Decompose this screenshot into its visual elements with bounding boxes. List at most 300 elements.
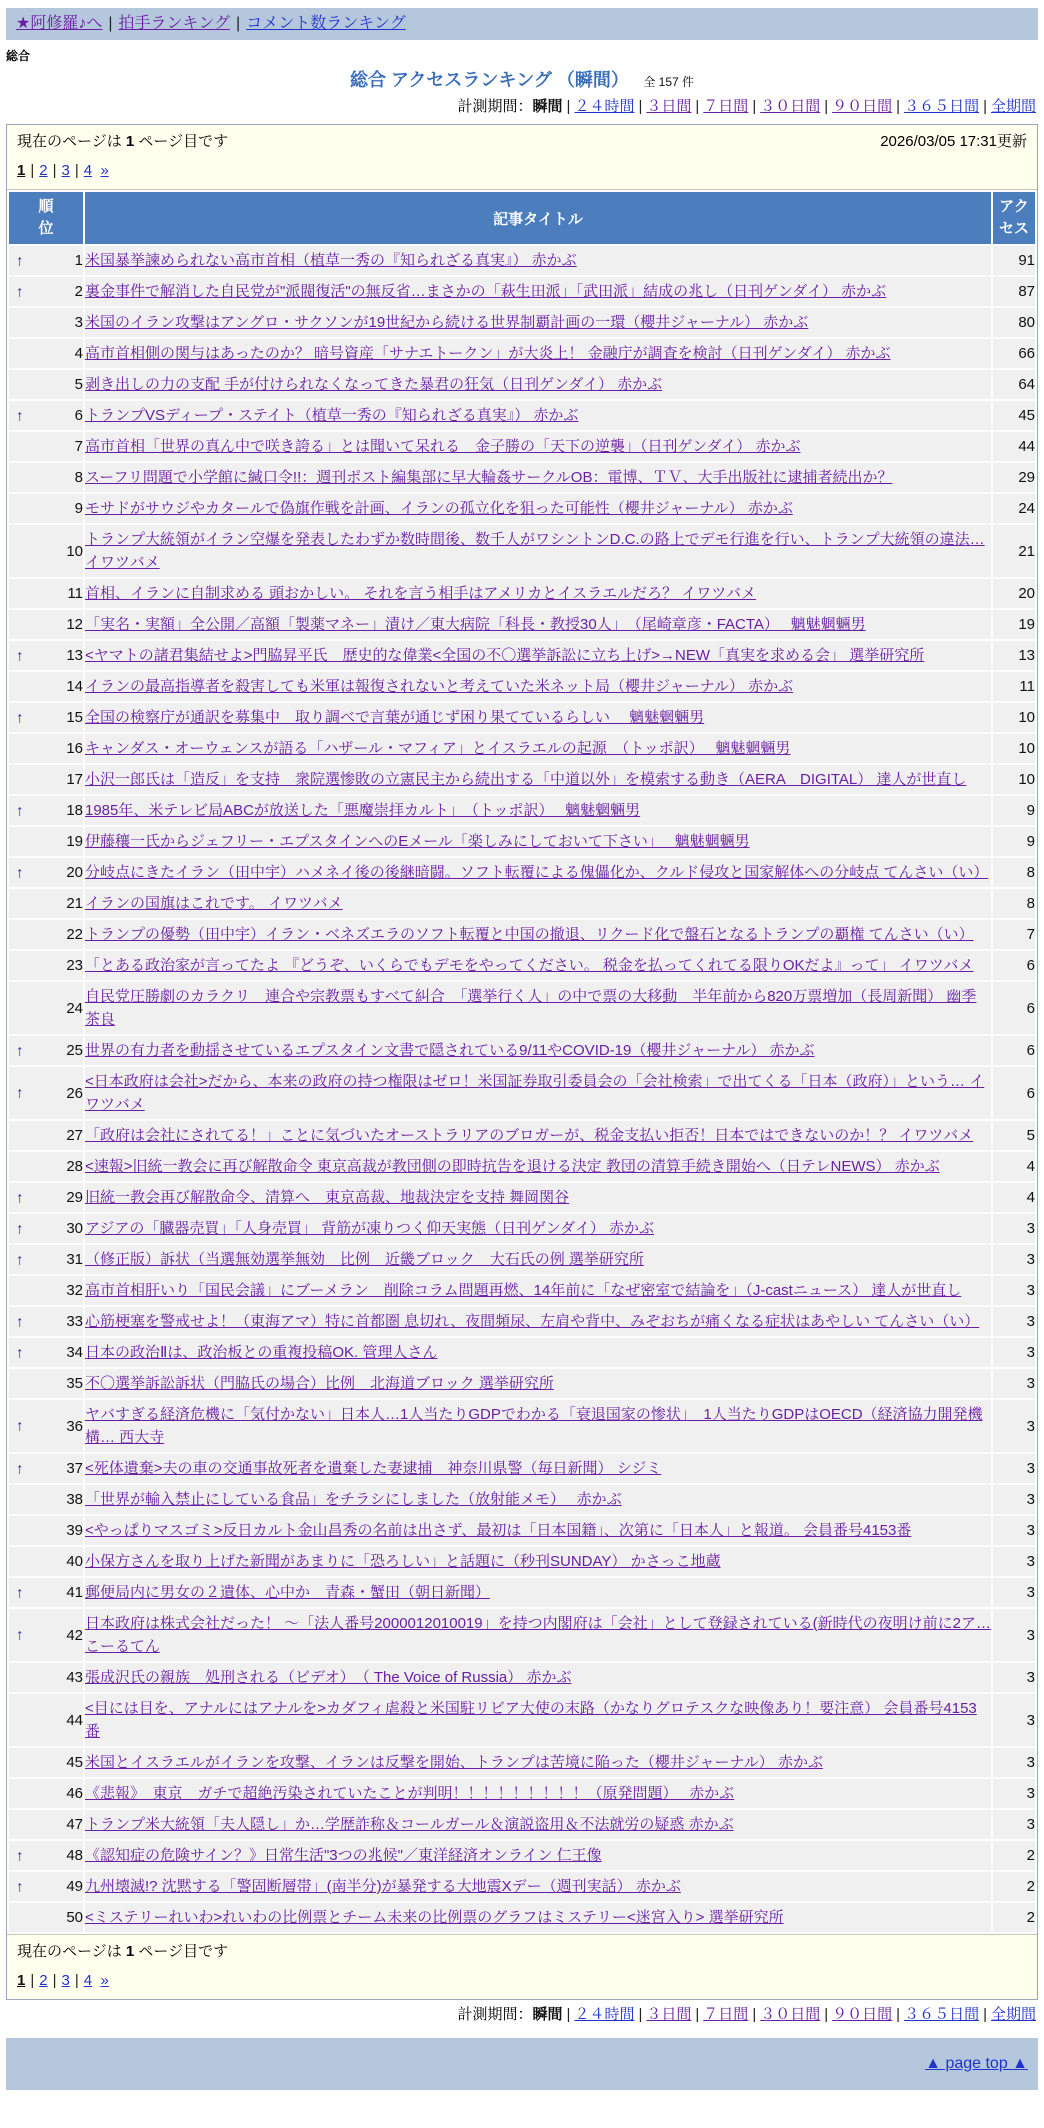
access-count: 3 <box>992 1577 1036 1608</box>
table-row <box>8 1275 1036 1306</box>
table-row <box>8 1066 1036 1120</box>
article-link[interactable]: 「実名・実額」全公開／高額「製薬マネー」漬け／東大病院「科長・教授30人」 （尾崎章彦・FACTA） 魑魅魍魎男 <box>85 616 866 633</box>
table-row <box>8 1368 1036 1399</box>
up-arrow-icon: ↑ <box>16 252 24 269</box>
access-count: 20 <box>992 578 1036 609</box>
article-link[interactable]: 高市首相「世界の真ん中で咲き誇る」とは聞いて呆れる 金子勝の「天下の逆襲」（日刊ゲンダイ） 赤かぶ <box>85 438 801 455</box>
title-cell <box>84 888 992 919</box>
period-link-７日間[interactable]: ７日間 <box>703 98 749 115</box>
table-row <box>8 1306 1036 1337</box>
rank-cell <box>8 245 84 276</box>
up-arrow-icon: ↑ <box>16 1220 24 1237</box>
table-row <box>8 338 1036 369</box>
access-count: 3 <box>992 1399 1036 1453</box>
rank-number: 21 <box>66 895 83 912</box>
title-cell <box>84 276 992 307</box>
period-link-全期間[interactable]: 全期間 <box>990 98 1036 115</box>
article-link[interactable]: トランプの優勢（田中宇）イラン・ベネズエラのソフト転覆と中国の撤退、リクード化で盤石となるトランプの覇権 てんさい（い） <box>85 926 974 943</box>
article-link[interactable]: 張成沢氏の親族 処刑される（ビデオ） （ The Voice of Russia） 赤かぶ <box>85 1669 572 1686</box>
rank-number: 16 <box>66 740 83 757</box>
access-count: 3 <box>992 1747 1036 1778</box>
page-info-header <box>7 125 1037 190</box>
access-count: 44 <box>992 431 1036 462</box>
article-link[interactable]: <ミステリーれいわ>れいわの比例票とチーム未来の比例票のグラフはミステリー<迷宮入り> 選挙研究所 <box>85 1909 784 1926</box>
access-count: 7 <box>992 919 1036 950</box>
article-link[interactable]: 不〇選挙訴訟訴状（門脇氏の場合）比例 北海道ブロック 選挙研究所 <box>85 1375 554 1392</box>
article-link[interactable]: 小沢一郎氏は「造反」を支持 衆院選惨敗の立憲民主から続出する「中道以外」を模索する動き（AERA DIGITAL） 達人が世直し <box>85 771 967 788</box>
period-link-２４時間[interactable]: ２４時間 <box>574 98 635 115</box>
link-asura-home[interactable]: ★阿修羅♪へ <box>16 15 103 32</box>
rank-cell <box>8 1693 84 1747</box>
title-cell <box>84 795 992 826</box>
rank-number: 47 <box>66 1816 83 1833</box>
article-link[interactable]: <日本政府は会社>だから、本来の政府の持つ権限はゼロ！米国証券取引委員会の「会社検索」で出てくる「日本（政府）」という… イワツバメ <box>85 1073 985 1113</box>
article-link[interactable]: 郵便局内に男女の２遺体、心中か 青森・蟹田（朝日新聞） <box>85 1584 491 1601</box>
title-cell <box>84 307 992 338</box>
table-row <box>8 1120 1036 1151</box>
article-link[interactable]: 高市首相肝いり「国民会議」にブーメラン 削除コラム問題再燃、14年前に「なぜ密室で結論を」（J-castニュース） 達人が世直し <box>85 1282 962 1299</box>
rank-cell <box>8 1453 84 1484</box>
access-count: 91 <box>992 245 1036 276</box>
up-arrow-icon: ↑ <box>16 1251 24 1268</box>
rank-number: 44 <box>66 1711 83 1729</box>
title-cell <box>84 1337 992 1368</box>
page-top-link[interactable]: ▲ page top ▲ <box>925 2055 1028 2072</box>
title-cell <box>84 1244 992 1275</box>
table-row <box>8 245 1036 276</box>
rank-number: 42 <box>66 1626 83 1644</box>
access-count: 3 <box>992 1484 1036 1515</box>
title-cell <box>84 981 992 1035</box>
rank-cell <box>8 1182 84 1213</box>
rank-number: 31 <box>66 1251 83 1268</box>
rank-number: 4 <box>74 345 83 362</box>
table-row <box>8 609 1036 640</box>
rank-cell <box>8 1608 84 1662</box>
access-count: 64 <box>992 369 1036 400</box>
period-link-３６５日間[interactable]: ３６５日間 <box>904 98 980 115</box>
rank-cell <box>8 888 84 919</box>
rank-number: 49 <box>66 1878 83 1895</box>
title-cell <box>84 1662 992 1693</box>
rank-cell <box>8 1399 84 1453</box>
page-info-footer <box>7 1934 1037 1999</box>
title-cell <box>84 1608 992 1662</box>
rank-cell <box>8 1275 84 1306</box>
separator: | <box>566 98 571 115</box>
article-link[interactable]: 首相、イランに自制求める 頭おかしい。 それを言う相手はアメリカとイスラエルだろ？ イワツバメ <box>85 585 757 602</box>
access-count: 29 <box>992 462 1036 493</box>
period-link-全期間[interactable]: 全期間 <box>990 2006 1036 2023</box>
period-link-３０日間[interactable]: ３０日間 <box>760 2006 821 2023</box>
access-count: 4 <box>992 1182 1036 1213</box>
rank-cell <box>8 1368 84 1399</box>
title-cell <box>84 733 992 764</box>
rank-number: 20 <box>66 864 83 881</box>
separator: | <box>74 162 79 179</box>
access-count: 3 <box>992 1213 1036 1244</box>
table-row <box>8 888 1036 919</box>
rank-cell <box>8 307 84 338</box>
section-label: 総合 <box>6 49 31 63</box>
article-link[interactable]: 日本の政治Ⅱは、政治板との重複投稿OK. 管理人さん <box>85 1344 438 1361</box>
title-cell <box>84 400 992 431</box>
article-link[interactable]: キャンダス・オーウェンスが語る「ハザール・マフィア」とイスラエルの起源 （トッポ訳） 魑魅魍魎男 <box>85 740 791 757</box>
rank-number: 29 <box>66 1189 83 1206</box>
rank-cell <box>8 578 84 609</box>
rank-number: 38 <box>66 1491 83 1508</box>
rank-number: 36 <box>66 1417 83 1435</box>
period-label: 計測期間： <box>457 2006 533 2023</box>
period-link-９０日間[interactable]: ９０日間 <box>832 98 893 115</box>
rank-cell <box>8 1662 84 1693</box>
title-cell <box>84 338 992 369</box>
article-link[interactable]: 米国暴挙諫められない高市首相（植草一秀の『知られざる真実』） 赤かぶ <box>85 252 577 269</box>
title-cell <box>84 1182 992 1213</box>
table-row <box>8 1244 1036 1275</box>
article-link[interactable]: スーフリ問題で小学館に緘口令!!：週刊ポスト編集部に早大輪姦サークルOB：電博、ＴＶ、大手出版社に逮捕者続出か？ <box>85 469 893 486</box>
table-row <box>8 369 1036 400</box>
up-arrow-icon: ↑ <box>16 1417 24 1435</box>
article-link[interactable]: 高市首相側の関与はあったのか？ 暗号資産「サナエトークン」が大炎上！ 金融庁が調査を検討（日刊ゲンダイ） 赤かぶ <box>85 345 891 362</box>
title-cell <box>84 1902 992 1933</box>
pagination-page-4[interactable]: 4 <box>83 162 93 179</box>
rank-number: 40 <box>66 1553 83 1570</box>
article-link[interactable]: イランの最高指導者を殺害しても米軍は報復されないと考えていた米ネット局（櫻井ジャーナル） 赤かぶ <box>85 678 794 695</box>
access-count: 24 <box>992 493 1036 524</box>
period-link-２４時間[interactable]: ２４時間 <box>574 2006 635 2023</box>
table-row <box>8 1840 1036 1871</box>
table-row <box>8 1337 1036 1368</box>
rank-number: 1 <box>74 252 83 269</box>
link-comment-ranking[interactable]: コメント数ランキング <box>246 15 406 32</box>
article-link[interactable]: <速報>旧統一教会に再び解散命令 東京高裁が教団側の即時抗告を退ける決定 教団の清算手続き開始へ（日テレNEWS） 赤かぶ <box>85 1158 940 1175</box>
current-page-text: 現在のページは 1 ページ目です <box>17 133 229 150</box>
access-count: 8 <box>992 888 1036 919</box>
article-link[interactable]: モサドがサウジやカタールで偽旗作戦を計画、イランの孤立化を狙った可能性（櫻井ジャーナル） 赤かぶ <box>85 500 793 517</box>
up-arrow-icon: ↑ <box>16 864 24 881</box>
access-count: 3 <box>992 1337 1036 1368</box>
rank-number: 30 <box>66 1220 83 1237</box>
up-arrow-icon: ↑ <box>16 283 24 300</box>
up-arrow-icon: ↑ <box>16 1847 24 1864</box>
access-count: 3 <box>992 1515 1036 1546</box>
rank-cell <box>8 1066 84 1120</box>
title-cell <box>84 1035 992 1066</box>
article-link[interactable]: 伊藤穰一氏からジェフリー・エプスタインへのEメール「楽しみにしておいて下さい」 魑魅魍魎男 <box>85 833 750 850</box>
table-row <box>8 764 1036 795</box>
access-count: 3 <box>992 1546 1036 1577</box>
access-count: 87 <box>992 276 1036 307</box>
table-row <box>8 1747 1036 1778</box>
title-cell <box>84 1840 992 1871</box>
table-row <box>8 950 1036 981</box>
article-link[interactable]: 《認知症の危険サイン？》日常生活"3つの兆候"／東洋経済オンライン 仁王像 <box>85 1847 602 1864</box>
pagination-page-2[interactable]: 2 <box>39 162 48 179</box>
table-row <box>8 1484 1036 1515</box>
article-link[interactable]: 心筋梗塞を警戒せよ！（東海アマ）特に首都圏 息切れ、夜間頻尿、左肩や背中、みぞおちが痛くなる症状はあやしい てんさい（い） <box>85 1313 980 1330</box>
rank-number: 2 <box>74 283 83 300</box>
rank-cell <box>8 826 84 857</box>
rank-number: 15 <box>66 709 83 726</box>
table-row <box>8 431 1036 462</box>
article-link[interactable]: トランプVSディープ・ステイト（植草一秀の『知られざる真実』） 赤かぶ <box>85 407 579 424</box>
article-link[interactable]: （修正版）訴状（当選無効選挙無効 比例 近畿ブロック 大石氏の例 選挙研究所 <box>85 1251 644 1268</box>
article-link[interactable]: 日本政府は株式会社だった！ ～「法人番号2000012010019」を持つ内閣府は「会社」として登録されている(新時代の夜明け前に2ア… こーるてん <box>85 1615 991 1655</box>
rank-cell <box>8 609 84 640</box>
table-header-row <box>8 191 1036 245</box>
period-link-７日間[interactable]: ７日間 <box>703 2006 749 2023</box>
rank-number: 10 <box>66 542 83 560</box>
table-row <box>8 702 1036 733</box>
rank-number: 8 <box>74 469 83 486</box>
table-row <box>8 1662 1036 1693</box>
rank-cell <box>8 1151 84 1182</box>
rank-number: 46 <box>66 1785 83 1802</box>
period-selector-top <box>6 96 1036 118</box>
table-row <box>8 493 1036 524</box>
pagination-page-3[interactable]: 3 <box>61 162 70 179</box>
rank-cell <box>8 1902 84 1933</box>
title-cell <box>84 1871 992 1902</box>
separator: | <box>695 98 700 115</box>
table-row <box>8 919 1036 950</box>
access-count: 19 <box>992 609 1036 640</box>
table-row <box>8 1809 1036 1840</box>
ranking-main-box <box>6 124 1038 2000</box>
table-row <box>8 462 1036 493</box>
title-cell <box>84 826 992 857</box>
table-row <box>8 1546 1036 1577</box>
table-row <box>8 578 1036 609</box>
separator: | <box>983 2006 987 2023</box>
title-cell <box>84 369 992 400</box>
title-cell <box>84 1213 992 1244</box>
title-cell <box>84 1515 992 1546</box>
rank-cell <box>8 1546 84 1577</box>
title-cell <box>84 764 992 795</box>
access-count: 8 <box>992 857 1036 888</box>
up-arrow-icon: ↑ <box>16 1584 24 1601</box>
access-count: 2 <box>992 1871 1036 1902</box>
table-row <box>8 1608 1036 1662</box>
rank-cell <box>8 671 84 702</box>
access-count: 3 <box>992 1662 1036 1693</box>
period-link-３０日間[interactable]: ３０日間 <box>760 98 821 115</box>
title-cell <box>84 1066 992 1120</box>
rank-cell <box>8 1778 84 1809</box>
article-link[interactable]: 裏金事件で解消した自民党が"派閥復活"の無反省…まさかの「萩生田派」「武田派」結成の兆し（日刊ゲンダイ） 赤かぶ <box>85 283 887 300</box>
title-cell <box>84 578 992 609</box>
up-arrow-icon: ↑ <box>16 1344 24 1361</box>
table-row <box>8 1213 1036 1244</box>
rank-number: 37 <box>66 1460 83 1477</box>
rank-number: 26 <box>66 1084 83 1102</box>
title-cell <box>84 462 992 493</box>
pagination-current-page[interactable]: 1 <box>17 1972 26 1989</box>
separator: | <box>752 98 757 115</box>
article-link[interactable]: トランプ大統領がイラン空爆を発表したわずか数時間後、数千人がワシントンD.C.の路上でデモ行進を行い、トランプ大統領の違法… イワツバメ <box>85 531 985 571</box>
separator: | <box>638 98 643 115</box>
up-arrow-icon: ↑ <box>16 709 24 726</box>
table-row <box>8 524 1036 578</box>
title-cell <box>84 950 992 981</box>
rank-number: 50 <box>66 1909 83 1926</box>
separator: | <box>30 162 35 179</box>
table-row <box>8 671 1036 702</box>
period-link-９０日間[interactable]: ９０日間 <box>832 2006 893 2023</box>
title-cell <box>84 1275 992 1306</box>
rank-cell <box>8 1747 84 1778</box>
access-count: 10 <box>992 764 1036 795</box>
title-cell <box>84 1368 992 1399</box>
rank-cell <box>8 524 84 578</box>
pagination-next-page[interactable]: » <box>100 1972 109 1989</box>
access-count: 66 <box>992 338 1036 369</box>
rank-number: 27 <box>66 1127 83 1144</box>
rank-number: 12 <box>66 616 83 633</box>
rank-number: 9 <box>74 500 83 517</box>
rank-number: 6 <box>74 407 83 424</box>
pagination-page-2[interactable]: 2 <box>39 1972 48 1989</box>
article-link[interactable]: 米国のイラン攻撃はアングロ・サクソンが19世紀から続ける世界制覇計画の一環（櫻井ジャーナル） 赤かぶ <box>85 314 809 331</box>
period-link-３日間[interactable]: ３日間 <box>646 98 692 115</box>
page-title: 総合 アクセスランキング （瞬間） <box>349 70 629 90</box>
article-link[interactable]: 1985年、米テレビ局ABCが放送した「悪魔崇拝カルト」 （トッポ訳） 魑魅魍魎男 <box>85 802 641 819</box>
access-count: 13 <box>992 640 1036 671</box>
pagination-next-page[interactable]: » <box>100 162 109 179</box>
table-row <box>8 795 1036 826</box>
article-link[interactable]: 旧統一教会再び解散命令、清算へ 東京高裁、地裁決定を支持 舞岡関谷 <box>85 1189 570 1206</box>
title-column-header: 記事タイトル <box>84 191 992 245</box>
article-link[interactable]: 世界の有力者を動揺させているエプスタイン文書で隠されている9/11やCOVID-19（櫻井ジャーナル） 赤かぶ <box>85 1042 815 1059</box>
bottom-bar <box>6 2038 1038 2090</box>
rank-cell <box>8 981 84 1035</box>
table-row <box>8 733 1036 764</box>
table-row <box>8 1871 1036 1902</box>
table-row <box>8 1577 1036 1608</box>
separator: | <box>896 98 901 115</box>
rank-number: 25 <box>66 1042 83 1059</box>
separator: | <box>638 2006 643 2023</box>
rank-number: 3 <box>74 314 83 331</box>
link-clap-ranking[interactable]: 拍手ランキング <box>118 15 231 32</box>
up-arrow-icon: ↑ <box>16 1084 24 1102</box>
article-link[interactable]: 「とある政治家が言ってたよ 『どうぞ、いくらでもデモをやってください。 税金を払ってくれてる限りOKだよ』って」 イワツバメ <box>85 957 974 974</box>
separator: | <box>752 2006 757 2023</box>
access-count: 3 <box>992 1809 1036 1840</box>
up-arrow-icon: ↑ <box>16 1626 24 1644</box>
table-row <box>8 1453 1036 1484</box>
separator: | <box>896 2006 901 2023</box>
title-cell <box>84 1809 992 1840</box>
pagination-current-page[interactable]: 1 <box>17 162 26 179</box>
table-row <box>8 1778 1036 1809</box>
pagination-page-4[interactable]: 4 <box>83 1972 93 1989</box>
up-arrow-icon: ↑ <box>16 802 24 819</box>
article-link[interactable]: イランの国旗はこれです。 イワツバメ <box>85 895 343 912</box>
table-row <box>8 1035 1036 1066</box>
access-count: 3 <box>992 1453 1036 1484</box>
table-row <box>8 1182 1036 1213</box>
table-row <box>8 1902 1036 1933</box>
up-arrow-icon: ↑ <box>16 1878 24 1895</box>
rank-cell <box>8 276 84 307</box>
article-link[interactable]: 九州壊滅!? 沈黙する「警固断層帯」(南半分)が暴発する大地震Xデー（週刊実話） 赤かぶ <box>85 1878 681 1895</box>
total-count: 全 157 件 <box>643 75 695 89</box>
access-count: 80 <box>992 307 1036 338</box>
article-link[interactable]: トランプ米大統領「夫人隠し」か…学歴詐称＆コールガール＆演説盗用＆不法就労の疑惑 赤かぶ <box>85 1816 734 1833</box>
rank-cell <box>8 338 84 369</box>
rank-number: 35 <box>66 1375 83 1392</box>
separator: | <box>983 98 987 115</box>
separator: | <box>236 15 241 32</box>
article-link[interactable]: <ヤマトの諸君集結せよ>門脇昇平氏 歴史的な偉業<全国の不〇選挙訴訟に立ち上げ>→NEW「真実を求める会」 選挙研究所 <box>85 647 925 664</box>
period-link-３６５日間[interactable]: ３６５日間 <box>904 2006 980 2023</box>
separator: | <box>824 98 829 115</box>
table-row <box>8 1151 1036 1182</box>
title-cell <box>84 431 992 462</box>
rank-column-header: 順位 <box>8 191 84 245</box>
table-row <box>8 826 1036 857</box>
rank-cell <box>8 764 84 795</box>
article-link[interactable]: <目には目を、アナルにはアナルを>カダフィ虐殺と米国駐リビア大使の末路（かなりグロテスクな映像あり！要注意） 会員番号4153番 <box>85 1700 977 1740</box>
ranking-table <box>7 190 1037 1934</box>
period-current: 瞬間 <box>532 98 563 115</box>
table-row <box>8 640 1036 671</box>
rank-number: 5 <box>74 376 83 393</box>
article-link[interactable]: 自民党圧勝劇のカラクリ 連合や宗教票もすべて糾合 「選挙行く人」の中で票の大移動 半年前から820万票増加（長周新聞） 幽季 茶良 <box>85 988 977 1028</box>
title-cell <box>84 702 992 733</box>
rank-number: 28 <box>66 1158 83 1175</box>
article-link[interactable]: 分岐点にきたイラン（田中宇）ハメネイ後の後継暗闘。ソフト転覆による傀儡化か、クルド侵攻と国家解体への分岐点 てんさい（い） <box>85 864 989 881</box>
rank-cell <box>8 795 84 826</box>
article-link[interactable]: 「世界が輸入禁止にしている食品」をチラシにしました（放射能メモ） 赤かぶ <box>85 1491 622 1508</box>
up-arrow-icon: ↑ <box>16 407 24 424</box>
article-link[interactable]: 《悲報》 東京 ガチで超絶汚染されていたことが判明！！！！！！！！！（原発問題） 赤かぶ <box>85 1785 735 1802</box>
separator: | <box>695 2006 700 2023</box>
article-link[interactable]: ヤバすぎる経済危機に「気付かない」日本人…1人当たりGDPでわかる「衰退国家の惨状」 1人当たりGDPはOECD（経済協力開発機構… 西大寺 <box>85 1406 983 1446</box>
article-link[interactable]: 「政府は会社にされてる！」ことに気づいたオーストラリアのブロガーが、税金支払い拒否！日本ではできないのか！？ イワツバメ <box>85 1127 974 1144</box>
title-cell <box>84 524 992 578</box>
article-link[interactable]: <死体遺棄>夫の車の交通事故死者を遺棄した妻逮捕 神奈川県警（毎日新聞） シジミ <box>85 1460 662 1477</box>
period-link-３日間[interactable]: ３日間 <box>646 2006 692 2023</box>
article-link[interactable]: 全国の検察庁が通訳を募集中 取り調べで言葉が通じず困り果てているらしい 魑魅魍魎男 <box>85 709 705 726</box>
pagination-page-3[interactable]: 3 <box>61 1972 70 1989</box>
rank-cell <box>8 1577 84 1608</box>
article-link[interactable]: 剥き出しの力の支配 手が付けられなくなってきた暴君の狂気（日刊ゲンダイ） 赤かぶ <box>85 376 663 393</box>
up-arrow-icon: ↑ <box>16 1042 24 1059</box>
article-link[interactable]: 米国とイスラエルがイランを攻撃、イランは反撃を開始、トランプは苦境に陥った（櫻井ジャーナル） 赤かぶ <box>85 1754 823 1771</box>
rank-cell <box>8 1871 84 1902</box>
separator: | <box>108 15 113 32</box>
access-count: 5 <box>992 1120 1036 1151</box>
access-count: 9 <box>992 795 1036 826</box>
rank-number: 23 <box>66 957 83 974</box>
access-count: 6 <box>992 1035 1036 1066</box>
article-link[interactable]: アジアの「臓器売買」「人身売買」 背筋が凍りつく仰天実態（日刊ゲンダイ） 赤かぶ <box>85 1220 655 1237</box>
rank-cell <box>8 400 84 431</box>
title-cell <box>84 1484 992 1515</box>
rank-number: 39 <box>66 1522 83 1539</box>
access-count: 10 <box>992 733 1036 764</box>
separator: | <box>566 2006 571 2023</box>
table-row <box>8 857 1036 888</box>
rank-number: 13 <box>66 647 83 664</box>
article-link[interactable]: <やっぱりマスゴミ>反日カルト金山昌秀の名前は出さず、最初は「日本国籍」、次第に「日本人」と報道。 会員番号4153番 <box>85 1522 912 1539</box>
pagination-bottom <box>17 1971 1027 1991</box>
article-link[interactable]: 小保方さんを取り上げた新聞があまりに「恐ろしい」と話題に（秒刊SUNDAY） かさっこ地蔵 <box>85 1553 721 1570</box>
